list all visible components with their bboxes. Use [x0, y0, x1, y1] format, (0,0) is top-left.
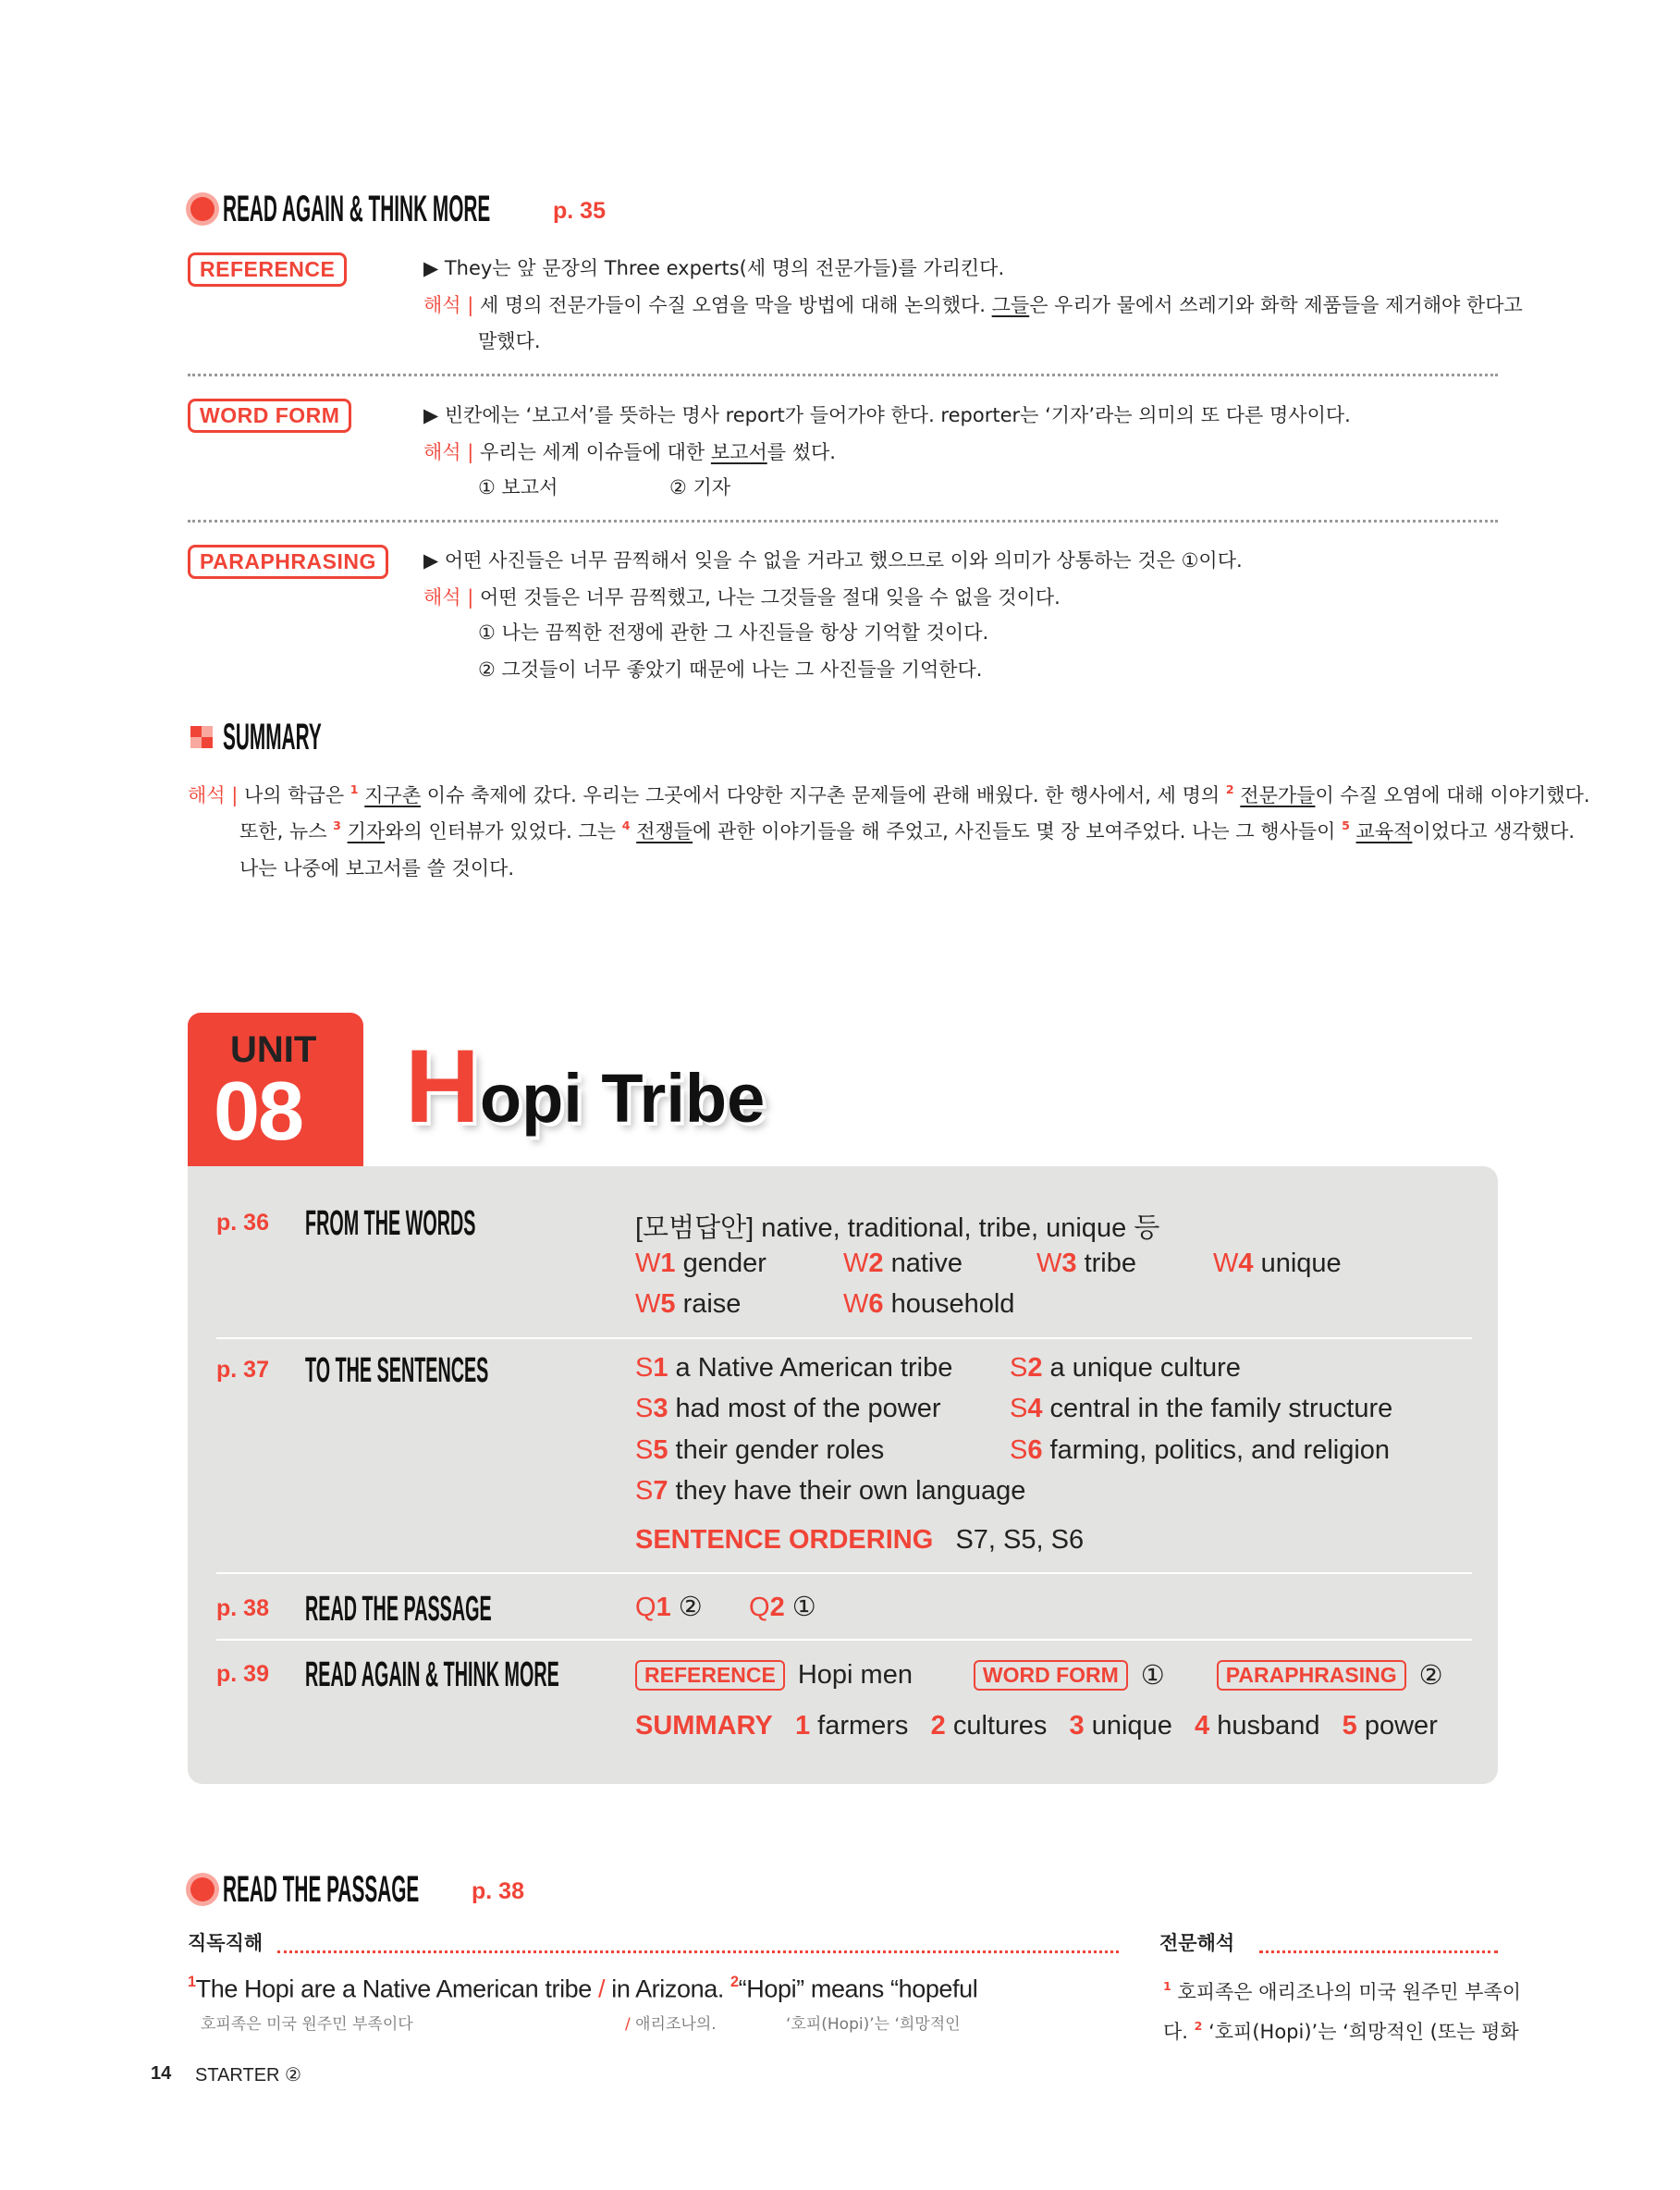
unit-box: [188, 1013, 363, 1168]
summary-line-2: 또한, 뉴스 $^3$ 기자와의 인터뷰가 있었다. 그는 $^4$ 전쟁들에 관한 이야기들을 해 주었고, 사진들도 몇 장 보여주었다. 나는 그 행사들이 $^5$ 교육적이었다고 생각했다.: [239, 818, 1576, 843]
answer-q2: Q2 ①: [749, 1593, 816, 1622]
option-1: ① 보고서: [478, 476, 558, 498]
section-title: READ AGAIN & THINK MORE: [223, 189, 491, 229]
summary-answers: SUMMARY 1 farmers 2 cultures 3 unique 4 husband 5 power: [635, 1711, 1438, 1741]
option-2: ② 기자: [669, 476, 731, 498]
reference-note: ▶ They는 앞 문장의 Three experts(세 명의 전문가들)를 가리킨다.: [423, 257, 1005, 279]
answer-w3: W3 tribe: [1036, 1249, 1136, 1278]
divider: [1259, 1950, 1498, 1953]
model-answer: [모범답안] native, traditional, tribe, unique 등: [635, 1213, 1160, 1243]
answer-w6: W6 household: [843, 1289, 1015, 1319]
unit-label: UNIT: [230, 1029, 317, 1070]
reference-badge: REFERENCE: [188, 252, 347, 287]
summary-icon: [190, 726, 213, 748]
wordform-badge: WORD FORM: [188, 399, 351, 433]
sentence-ordering: SENTENCE ORDERING S7, S5, S6: [635, 1525, 1085, 1555]
answer-s5: S5 their gender roles: [635, 1435, 885, 1465]
divider: [188, 374, 1498, 376]
answer-w4: W4 unique: [1213, 1249, 1342, 1278]
option-1: ① 나는 끔찍한 전쟁에 관한 그 사진들을 항상 기억할 것이다.: [478, 621, 989, 644]
page-ref: p. 38: [472, 1878, 524, 1904]
full-translation-line-2: 다. $^2$ ‘호피(Hopi)’는 ‘희망적인 (또는 평화: [1163, 2019, 1519, 2043]
wordform-translation: 해석 | 우리는 세계 이슈들에 대한 보고서를 썼다.: [423, 441, 836, 463]
full-translation-line-1: $^1$ 호피족은 애리조나의 미국 원주민 부족이: [1163, 1979, 1522, 2003]
unit-title: Hopi Tribe: [405, 1028, 766, 1144]
answer-s7: S7 they have their own language: [635, 1476, 1026, 1506]
bullet-icon: [190, 1877, 215, 1901]
page-ref: p. 38: [216, 1595, 269, 1621]
answer-s1: S1 a Native American tribe: [635, 1353, 953, 1383]
passage-sentence: $^1$The Hopi are a Native American tribe / in Arizona. $^2$“Hopi” means “hopeful: [188, 1974, 978, 2003]
answer-s4: S4 central in the family structure: [1010, 1394, 1393, 1423]
answer-s3: S3 had most of the power: [635, 1394, 941, 1423]
page-ref: p. 36: [216, 1210, 269, 1236]
gloss-2: / 애리조나의.: [625, 2015, 717, 2034]
paraphrasing-badge: PARAPHRASING: [1217, 1660, 1406, 1691]
book-title: STARTER ②: [195, 2065, 301, 2085]
wordform-badge: WORD FORM: [974, 1660, 1128, 1691]
divider: [216, 1572, 1472, 1574]
option-2: ② 그것들이 너무 좋았기 때문에 나는 그 사진들을 기억한다.: [478, 658, 983, 681]
answer-w5: W5 raise: [635, 1289, 742, 1319]
wordform-answer: ①: [1140, 1661, 1165, 1691]
row-label: FROM THE WORDS: [305, 1204, 476, 1243]
gloss-3: ‘호피(Hopi)’는 ‘희망적인: [786, 2015, 961, 2034]
divider: [216, 1337, 1472, 1339]
answer-q1: Q1 ②: [635, 1593, 703, 1622]
reference-translation-cont: 말했다.: [478, 330, 541, 352]
row-label: TO THE SENTENCES: [305, 1351, 489, 1390]
page-number: 14: [151, 2063, 172, 2084]
answer-w2: W2 native: [843, 1249, 963, 1278]
answer-s6: S6 farming, politics, and religion: [1010, 1435, 1391, 1465]
paraphrasing-note: ▶ 어떤 사진들은 너무 끔찍해서 잊을 수 없을 거라고 했으므로 이와 의미가 상통하는 것은 ①이다.: [423, 549, 1243, 572]
full-translation-label: 전문해석: [1159, 1932, 1235, 1954]
page-ref: p. 35: [553, 198, 606, 224]
paraphrasing-translation: 해석 | 어떤 것들은 너무 끔찍했고, 나는 그것들을 절대 잊을 수 없을 것이다.: [423, 586, 1061, 609]
section-title: READ THE PASSAGE: [223, 1869, 420, 1910]
literal-translation-label: 직독직해: [188, 1932, 264, 1954]
summary-title: SUMMARY: [223, 717, 322, 757]
wordform-note: ▶ 빈칸에는 ‘보고서’를 뜻하는 명사 report가 들어가야 한다. reporter는 ‘기자’라는 의미의 또 다른 명사이다.: [423, 404, 1351, 426]
row-label: READ AGAIN & THINK MORE: [305, 1655, 559, 1694]
answer-s2: S2 a unique culture: [1010, 1353, 1241, 1383]
page-ref: p. 37: [216, 1357, 269, 1383]
summary-line-3: 나는 나중에 보고서를 쓸 것이다.: [239, 857, 515, 880]
unit-number: 08: [214, 1065, 303, 1158]
divider: [216, 1639, 1472, 1641]
reference-answer: Hopi men: [797, 1660, 913, 1690]
rat-answers: [635, 1659, 1443, 1692]
divider: [188, 520, 1498, 523]
reference-badge: REFERENCE: [635, 1660, 785, 1691]
answer-w1: W1 gender: [635, 1249, 766, 1278]
bullet-icon: [190, 197, 215, 221]
paraphrasing-answer: ②: [1418, 1661, 1443, 1691]
paraphrasing-badge: PARAPHRASING: [188, 545, 388, 579]
row-label: READ THE PASSAGE: [305, 1590, 492, 1629]
reference-translation: 해석 | 세 명의 전문가들이 수질 오염을 막을 방법에 대해 논의했다. 그들은 우리가 물에서 쓰레기와 화학 제품들을 제거해야 한다고: [423, 294, 1523, 316]
gloss-1: 호피족은 미국 원주민 부족이다: [201, 2015, 413, 2034]
divider: [277, 1950, 1119, 1953]
page-ref: p. 39: [216, 1661, 269, 1687]
summary-line-1: 해석 | 나의 학급은 $^1$ 지구촌 이슈 축제에 갔다. 우리는 그곳에서 다양한 지구촌 문제들에 관해 배웠다. 한 행사에서, 세 명의 $^2$ 전문가들이 수질 오염에 대해 이야기했다.: [188, 782, 1590, 806]
